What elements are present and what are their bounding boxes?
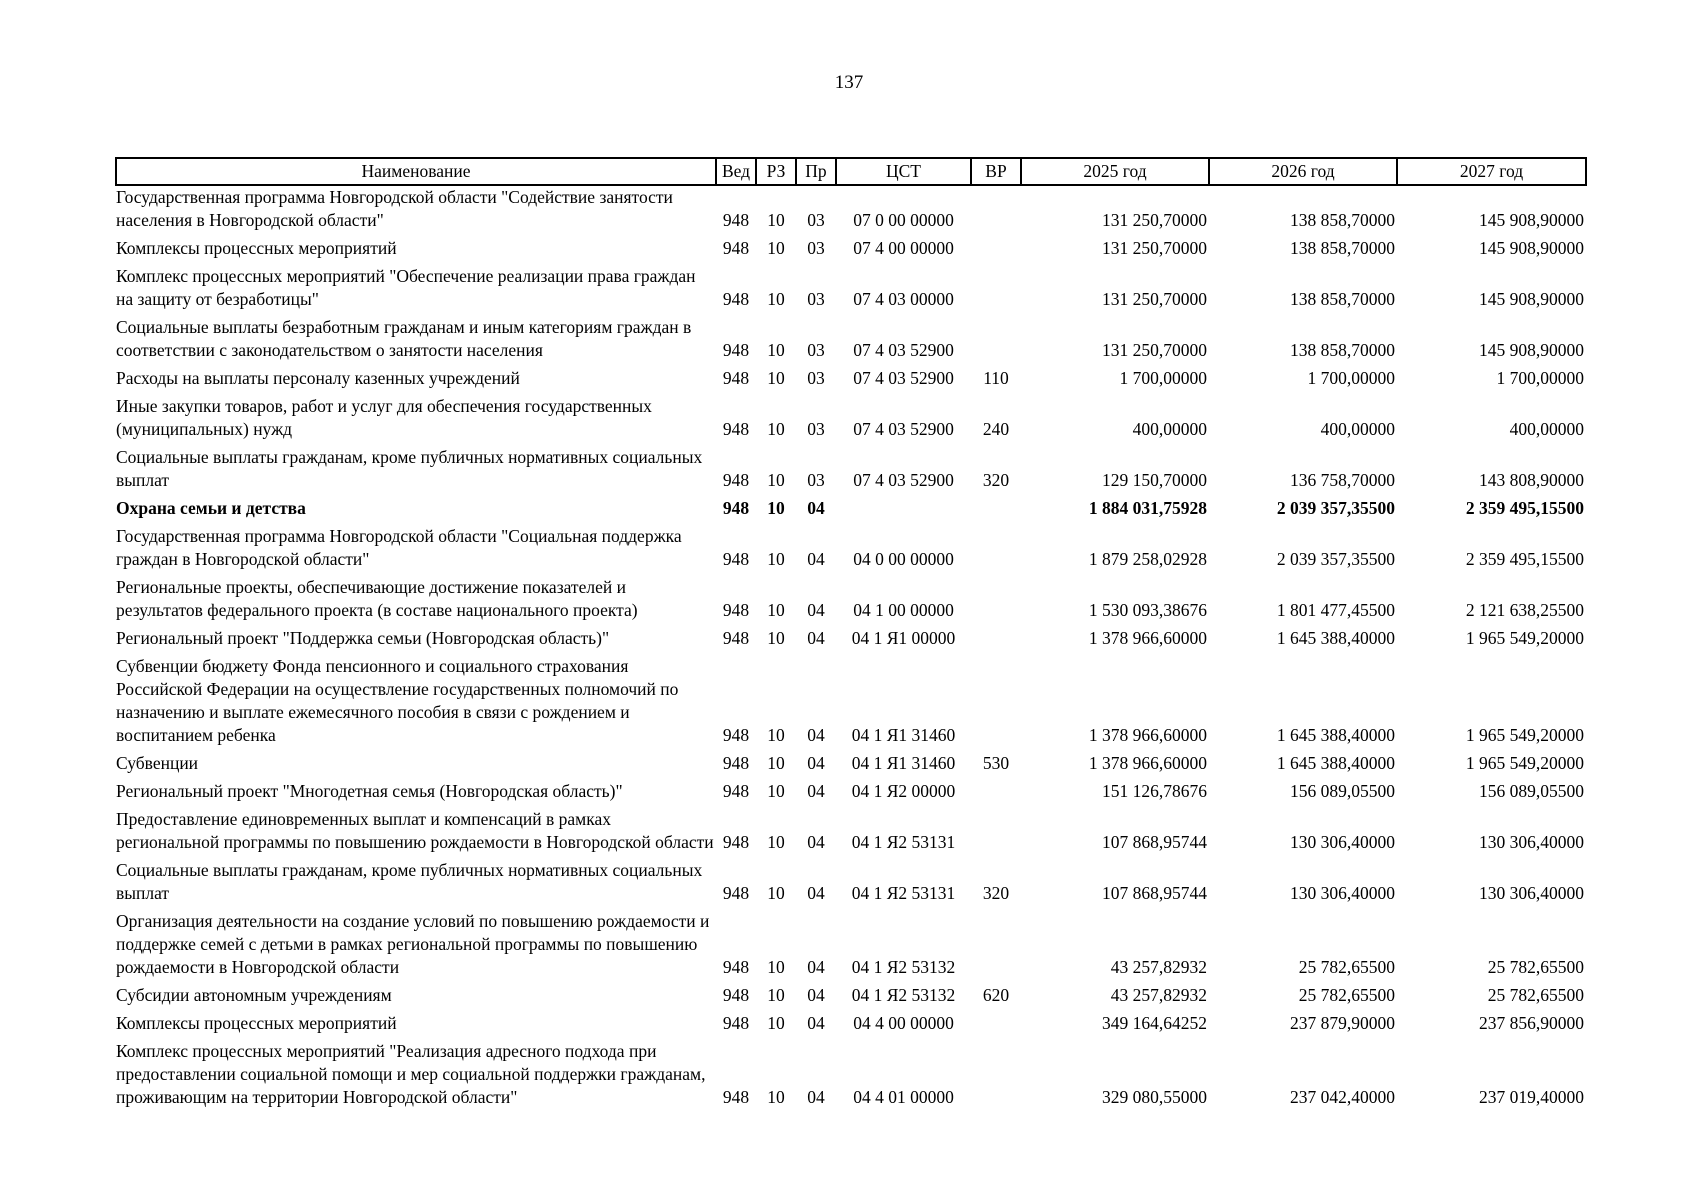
row-cst: 04 1 00 00000 bbox=[853, 600, 954, 620]
row-2027-amount: 1 965 549,20000 bbox=[1465, 725, 1584, 745]
row-2026-amount: 25 782,65500 bbox=[1298, 957, 1395, 977]
row-vr bbox=[971, 265, 1021, 316]
row-2025-amount: 349 164,64252 bbox=[1102, 1013, 1207, 1033]
row-rz: 10 bbox=[767, 628, 785, 648]
row-vr bbox=[971, 576, 1021, 627]
row-2025-amount: 131 250,70000 bbox=[1102, 340, 1207, 360]
header-rz: РЗ bbox=[756, 158, 796, 185]
row-pr: 04 bbox=[807, 957, 825, 977]
row-name: Государственная программа Новгородской области "Содействие занятости населения в Новгородской области" bbox=[116, 187, 673, 230]
row-rz: 10 bbox=[767, 781, 785, 801]
row-2025-amount: 107 868,95744 bbox=[1102, 883, 1207, 903]
row-rz: 10 bbox=[767, 289, 785, 309]
row-ved: 948 bbox=[722, 498, 750, 518]
row-rz: 10 bbox=[767, 1013, 785, 1033]
table-row bbox=[116, 497, 1586, 525]
row-cst: 07 4 03 52900 bbox=[853, 419, 954, 439]
row-cst: 07 4 03 52900 bbox=[853, 470, 954, 490]
row-name: Комплекс процессных мероприятий "Реализация адресного подхода при предоставлении социальной помощи и мер социальной поддержки гражданам, проживающим на территории Новгородской области" bbox=[116, 1041, 706, 1107]
row-2027-amount: 2 359 495,15500 bbox=[1465, 549, 1584, 569]
row-ved: 948 bbox=[722, 340, 750, 360]
row-cst: 07 4 00 00000 bbox=[853, 238, 954, 258]
row-ved: 948 bbox=[722, 628, 750, 648]
row-2027-amount: 237 856,90000 bbox=[1479, 1013, 1584, 1033]
row-2025-amount: 1 378 966,60000 bbox=[1088, 628, 1207, 648]
row-cst: 04 0 00 00000 bbox=[853, 549, 954, 569]
row-2026-amount: 136 758,70000 bbox=[1290, 470, 1395, 490]
row-pr: 03 bbox=[807, 368, 825, 388]
row-2025-amount: 131 250,70000 bbox=[1102, 210, 1207, 230]
header-cst: ЦСТ bbox=[836, 158, 971, 185]
header-2026: 2026 год bbox=[1209, 158, 1397, 185]
row-2026-amount: 400,00000 bbox=[1320, 419, 1395, 439]
row-name: Региональный проект "Поддержка семьи (Новгородская область)" bbox=[116, 628, 610, 648]
row-rz: 10 bbox=[767, 498, 785, 518]
row-rz: 10 bbox=[767, 1087, 785, 1107]
row-vr bbox=[971, 627, 1021, 655]
row-2025-amount: 131 250,70000 bbox=[1102, 289, 1207, 309]
row-rz: 10 bbox=[767, 549, 785, 569]
row-name: Комплекс процессных мероприятий "Обеспечение реализации права граждан на защиту от безработицы" bbox=[116, 266, 696, 309]
table-header-row bbox=[116, 158, 1586, 185]
table-row bbox=[116, 395, 1586, 446]
row-name: Социальные выплаты гражданам, кроме публичных нормативных социальных выплат bbox=[116, 447, 703, 490]
row-rz: 10 bbox=[767, 470, 785, 490]
row-2025-amount: 1 378 966,60000 bbox=[1088, 725, 1207, 745]
row-name: Комплексы процессных мероприятий bbox=[116, 238, 397, 258]
row-2027-amount: 2 121 638,25500 bbox=[1465, 600, 1584, 620]
row-rz: 10 bbox=[767, 832, 785, 852]
row-vr bbox=[971, 655, 1021, 752]
row-ved: 948 bbox=[722, 210, 750, 230]
row-2026-amount: 130 306,40000 bbox=[1290, 883, 1395, 903]
row-pr: 04 bbox=[807, 753, 825, 773]
row-cst: 07 4 03 52900 bbox=[853, 340, 954, 360]
row-cst: 04 1 Я1 31460 bbox=[851, 753, 956, 773]
row-name: Субвенции bbox=[116, 753, 199, 773]
row-pr: 04 bbox=[807, 985, 825, 1005]
row-cst: 07 4 03 00000 bbox=[853, 289, 954, 309]
row-2027-amount: 1 965 549,20000 bbox=[1465, 753, 1584, 773]
row-rz: 10 bbox=[767, 210, 785, 230]
table-row bbox=[116, 576, 1586, 627]
row-2026-amount: 156 089,05500 bbox=[1290, 781, 1395, 801]
table-row bbox=[116, 446, 1586, 497]
table-row bbox=[116, 525, 1586, 576]
row-2025-amount: 400,00000 bbox=[1132, 419, 1207, 439]
table-row bbox=[116, 237, 1586, 265]
row-name: Охрана семьи и детства bbox=[116, 498, 306, 518]
row-2027-amount: 1 700,00000 bbox=[1496, 368, 1584, 388]
table-row bbox=[116, 185, 1586, 237]
row-vr bbox=[971, 525, 1021, 576]
row-2025-amount: 43 257,82932 bbox=[1110, 957, 1207, 977]
row-cst: 04 1 Я2 00000 bbox=[851, 781, 956, 801]
row-cst: 04 1 Я2 53132 bbox=[851, 957, 956, 977]
row-cst: 04 4 00 00000 bbox=[853, 1013, 954, 1033]
row-name: Иные закупки товаров, работ и услуг для обеспечения государственных (муниципальных) нужд bbox=[116, 396, 652, 439]
row-rz: 10 bbox=[767, 985, 785, 1005]
row-2025-amount: 131 250,70000 bbox=[1102, 238, 1207, 258]
row-cst: 04 4 01 00000 bbox=[853, 1087, 954, 1107]
row-pr: 03 bbox=[807, 238, 825, 258]
row-ved: 948 bbox=[722, 883, 750, 903]
table-row bbox=[116, 655, 1586, 752]
row-2027-amount: 1 965 549,20000 bbox=[1465, 628, 1584, 648]
row-rz: 10 bbox=[767, 340, 785, 360]
row-ved: 948 bbox=[722, 781, 750, 801]
row-2026-amount: 138 858,70000 bbox=[1290, 210, 1395, 230]
header-name: Наименование bbox=[116, 158, 716, 185]
row-2027-amount: 25 782,65500 bbox=[1487, 957, 1584, 977]
row-pr: 04 bbox=[807, 1087, 825, 1107]
table-row bbox=[116, 859, 1586, 910]
row-ved: 948 bbox=[722, 549, 750, 569]
row-2027-amount: 145 908,90000 bbox=[1479, 238, 1584, 258]
row-2027-amount: 237 019,40000 bbox=[1479, 1087, 1584, 1107]
row-ved: 948 bbox=[722, 419, 750, 439]
row-vr bbox=[971, 1012, 1021, 1040]
row-ved: 948 bbox=[722, 985, 750, 1005]
row-2027-amount: 145 908,90000 bbox=[1479, 340, 1584, 360]
row-2027-amount: 143 808,90000 bbox=[1479, 470, 1584, 490]
row-ved: 948 bbox=[722, 470, 750, 490]
row-pr: 04 bbox=[807, 498, 825, 518]
row-pr: 04 bbox=[807, 781, 825, 801]
header-2025: 2025 год bbox=[1021, 158, 1209, 185]
row-pr: 04 bbox=[807, 549, 825, 569]
row-ved: 948 bbox=[722, 368, 750, 388]
row-pr: 03 bbox=[807, 210, 825, 230]
row-cst: 04 1 Я1 31460 bbox=[851, 725, 956, 745]
row-vr bbox=[971, 910, 1021, 984]
row-name: Региональный проект "Многодетная семья (Новгородская область)" bbox=[116, 781, 623, 801]
row-2025-amount: 1 700,00000 bbox=[1119, 368, 1207, 388]
row-rz: 10 bbox=[767, 753, 785, 773]
row-pr: 03 bbox=[807, 289, 825, 309]
row-2027-amount: 156 089,05500 bbox=[1479, 781, 1584, 801]
row-pr: 04 bbox=[807, 725, 825, 745]
row-rz: 10 bbox=[767, 883, 785, 903]
row-2025-amount: 1 378 966,60000 bbox=[1088, 753, 1207, 773]
row-2027-amount: 2 359 495,15500 bbox=[1465, 498, 1584, 518]
row-vr bbox=[971, 808, 1021, 859]
row-pr: 04 bbox=[807, 600, 825, 620]
row-2026-amount: 1 645 388,40000 bbox=[1276, 628, 1395, 648]
row-name: Предоставление единовременных выплат и компенсаций в рамках региональной программы по повышению рождаемости в Новгородской области bbox=[116, 809, 714, 852]
row-2026-amount: 1 645 388,40000 bbox=[1276, 753, 1395, 773]
row-2025-amount: 1 879 258,02928 bbox=[1088, 549, 1207, 569]
row-ved: 948 bbox=[722, 1013, 750, 1033]
row-2026-amount: 138 858,70000 bbox=[1290, 340, 1395, 360]
table-row bbox=[116, 627, 1586, 655]
row-name: Государственная программа Новгородской области "Социальная поддержка граждан в Новгородской области" bbox=[116, 526, 682, 569]
row-ved: 948 bbox=[722, 957, 750, 977]
row-2025-amount: 43 257,82932 bbox=[1110, 985, 1207, 1005]
row-vr bbox=[971, 316, 1021, 367]
row-name: Региональные проекты, обеспечивающие достижение показателей и результатов федерального проекта (в составе национального проекта) bbox=[116, 577, 638, 620]
row-2025-amount: 1 884 031,75928 bbox=[1088, 498, 1207, 518]
row-vr: 620 bbox=[982, 985, 1010, 1005]
row-2026-amount: 138 858,70000 bbox=[1290, 238, 1395, 258]
row-vr: 110 bbox=[983, 368, 1009, 388]
table-row bbox=[116, 808, 1586, 859]
row-rz: 10 bbox=[767, 238, 785, 258]
row-vr bbox=[971, 185, 1021, 237]
row-name: Комплексы процессных мероприятий bbox=[116, 1013, 397, 1033]
row-rz: 10 bbox=[767, 368, 785, 388]
page-number: 137 bbox=[834, 72, 864, 93]
header-vr: ВР bbox=[971, 158, 1021, 185]
row-ved: 948 bbox=[722, 289, 750, 309]
row-2027-amount: 130 306,40000 bbox=[1479, 832, 1584, 852]
row-rz: 10 bbox=[767, 725, 785, 745]
row-2026-amount: 2 039 357,35500 bbox=[1276, 549, 1395, 569]
row-ved: 948 bbox=[722, 238, 750, 258]
row-cst: 04 1 Я2 53131 bbox=[851, 883, 956, 903]
row-pr: 04 bbox=[807, 1013, 825, 1033]
row-name: Субвенции бюджету Фонда пенсионного и социального страхования Российской Федерации на осуществление государственных полномочий по назначению и выплате ежемесячного пособия в связи с рождением и воспитанием ребенка bbox=[116, 656, 679, 745]
row-2027-amount: 400,00000 bbox=[1509, 419, 1584, 439]
header-pr: Пр bbox=[796, 158, 836, 185]
row-vr bbox=[971, 780, 1021, 808]
row-pr: 03 bbox=[807, 340, 825, 360]
row-2026-amount: 237 879,90000 bbox=[1290, 1013, 1395, 1033]
budget-table bbox=[115, 157, 1587, 1114]
row-2027-amount: 25 782,65500 bbox=[1487, 985, 1584, 1005]
row-name: Организация деятельности на создание условий по повышению рождаемости и поддержке семей с детьми в рамках региональной программы по повышению рождаемости в Новгородской области bbox=[116, 911, 710, 977]
row-cst: 07 0 00 00000 bbox=[853, 210, 954, 230]
row-2025-amount: 1 530 093,38676 bbox=[1088, 600, 1207, 620]
table-row bbox=[116, 265, 1586, 316]
row-2026-amount: 2 039 357,35500 bbox=[1276, 498, 1395, 518]
row-name: Социальные выплаты безработным гражданам и иным категориям граждан в соответствии с законодательством о занятости населения bbox=[116, 317, 692, 360]
row-2025-amount: 129 150,70000 bbox=[1102, 470, 1207, 490]
row-2026-amount: 1 700,00000 bbox=[1307, 368, 1395, 388]
table-row bbox=[116, 1040, 1586, 1114]
row-vr: 530 bbox=[982, 753, 1010, 773]
row-vr: 320 bbox=[982, 883, 1010, 903]
table-row bbox=[116, 780, 1586, 808]
row-pr: 04 bbox=[807, 832, 825, 852]
row-2025-amount: 329 080,55000 bbox=[1102, 1087, 1207, 1107]
row-pr: 03 bbox=[807, 419, 825, 439]
table-row bbox=[116, 984, 1586, 1012]
table-row bbox=[116, 1012, 1586, 1040]
row-cst bbox=[836, 497, 971, 525]
row-2026-amount: 1 645 388,40000 bbox=[1276, 725, 1395, 745]
row-name: Расходы на выплаты персоналу казенных учреждений bbox=[116, 368, 520, 388]
row-2027-amount: 130 306,40000 bbox=[1479, 883, 1584, 903]
row-vr bbox=[971, 237, 1021, 265]
row-rz: 10 bbox=[767, 957, 785, 977]
table-body bbox=[116, 185, 1586, 1114]
header-ved: Вед bbox=[716, 158, 756, 185]
row-name: Субсидии автономным учреждениям bbox=[116, 985, 392, 1005]
row-vr: 240 bbox=[982, 419, 1010, 439]
row-name: Социальные выплаты гражданам, кроме публичных нормативных социальных выплат bbox=[116, 860, 703, 903]
row-2026-amount: 138 858,70000 bbox=[1290, 289, 1395, 309]
row-2025-amount: 107 868,95744 bbox=[1102, 832, 1207, 852]
row-ved: 948 bbox=[722, 832, 750, 852]
row-2027-amount: 145 908,90000 bbox=[1479, 210, 1584, 230]
table-row bbox=[116, 316, 1586, 367]
row-pr: 03 bbox=[807, 470, 825, 490]
row-cst: 07 4 03 52900 bbox=[853, 368, 954, 388]
table-row bbox=[116, 752, 1586, 780]
row-cst: 04 1 Я1 00000 bbox=[851, 628, 956, 648]
row-2026-amount: 237 042,40000 bbox=[1290, 1087, 1395, 1107]
row-ved: 948 bbox=[722, 1087, 750, 1107]
row-cst: 04 1 Я2 53131 bbox=[851, 832, 956, 852]
row-2026-amount: 130 306,40000 bbox=[1290, 832, 1395, 852]
row-vr bbox=[971, 497, 1021, 525]
row-vr: 320 bbox=[982, 470, 1010, 490]
table-row bbox=[116, 910, 1586, 984]
row-2025-amount: 151 126,78676 bbox=[1102, 781, 1207, 801]
row-pr: 04 bbox=[807, 628, 825, 648]
table-row bbox=[116, 367, 1586, 395]
row-2026-amount: 25 782,65500 bbox=[1298, 985, 1395, 1005]
row-ved: 948 bbox=[722, 725, 750, 745]
row-2026-amount: 1 801 477,45500 bbox=[1276, 600, 1395, 620]
row-ved: 948 bbox=[722, 753, 750, 773]
row-cst: 04 1 Я2 53132 bbox=[851, 985, 956, 1005]
header-2027: 2027 год bbox=[1397, 158, 1586, 185]
row-ved: 948 bbox=[722, 600, 750, 620]
row-vr bbox=[971, 1040, 1021, 1114]
row-rz: 10 bbox=[767, 600, 785, 620]
row-pr: 04 bbox=[807, 883, 825, 903]
row-rz: 10 bbox=[767, 419, 785, 439]
row-2027-amount: 145 908,90000 bbox=[1479, 289, 1584, 309]
